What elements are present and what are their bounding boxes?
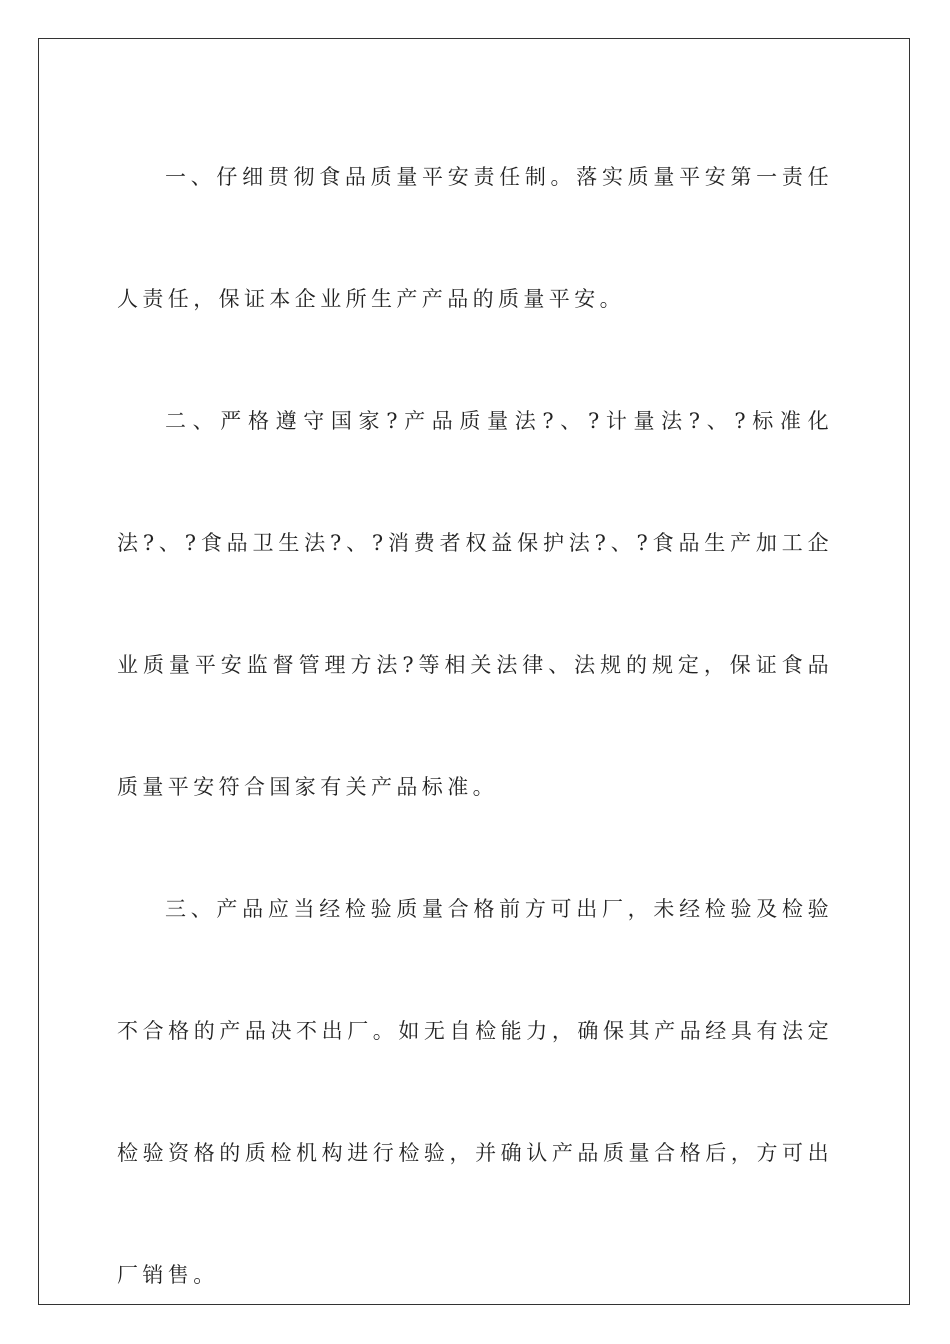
- paragraph-1: 一、仔细贯彻食品质量平安责任制。落实质量平安第一责任人责任，保证本企业所生产产品的质量平安。: [117, 165, 833, 311]
- paragraph-2: 二、严格遵守国家?产品质量法?、?计量法?、?标准化法?、?食品卫生法?、?消费者权益保护法?、?食品生产加工企业质量平安监督管理方法?等相关法律、法规的规定，保证食品质量平安符合国家有关产品标准。: [117, 409, 833, 799]
- document-body: [117, 116, 833, 1336]
- paragraph-3: 三、产品应当经检验质量合格前方可出厂，未经检验及检验不合格的产品决不出厂。如无自检能力，确保其产品经具有法定检验资格的质检机构进行检验，并确认产品质量合格后，方可出厂销售。: [117, 897, 833, 1287]
